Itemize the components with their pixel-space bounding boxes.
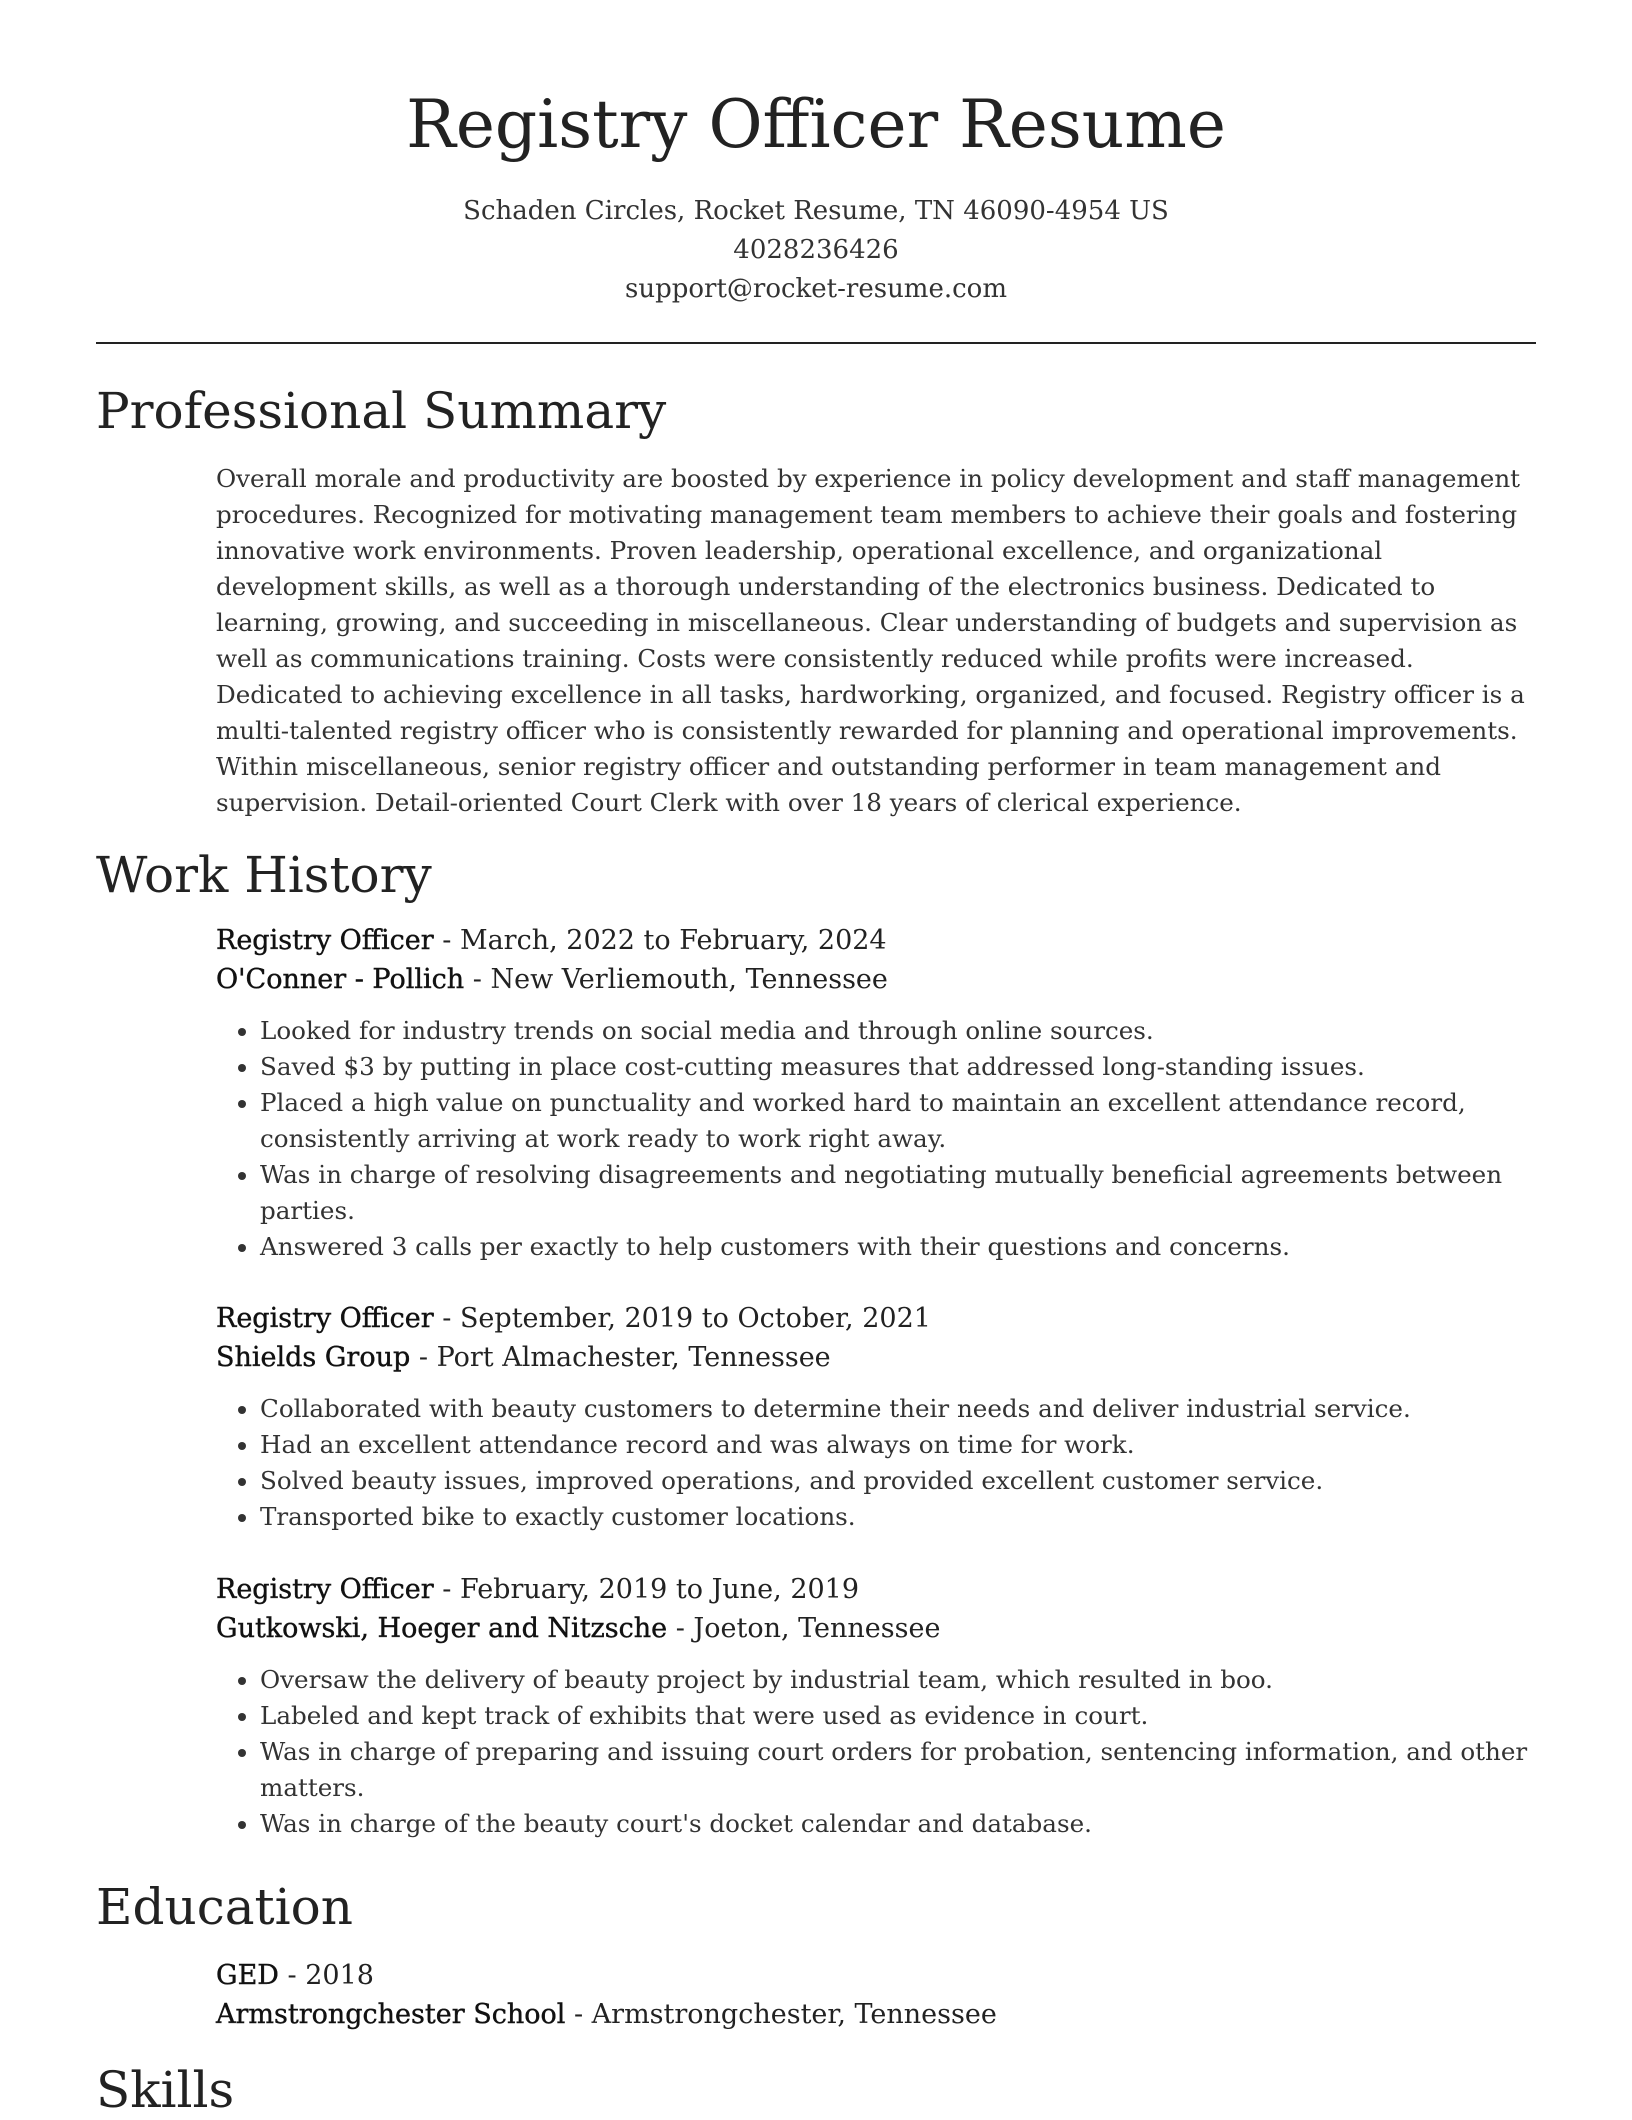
skills-heading: Skills — [96, 2061, 235, 2119]
job-bullets — [216, 1662, 1536, 1842]
job-dates: March, 2022 to February, 2024 — [459, 925, 887, 956]
work-history-heading: Work History — [96, 846, 432, 904]
bullet-item: • Had an excellent attendance record and was always on time for work. — [260, 1427, 1536, 1463]
job-title-line — [216, 1299, 1536, 1338]
resume-header — [0, 84, 1632, 309]
contact-phone: 4028236426 — [733, 235, 899, 265]
resume-title: Registry Officer Resume — [406, 86, 1226, 163]
separator: - — [433, 925, 460, 956]
header-divider — [96, 342, 1536, 344]
summary-heading: Professional Summary — [96, 382, 667, 440]
separator: - — [433, 1574, 460, 1605]
bullet-item: • Oversaw the delivery of beauty project by industrial team, which resulted in boo. — [260, 1662, 1536, 1698]
separator: - — [565, 1999, 592, 2030]
job-company-line — [216, 1609, 1536, 1648]
bullet-item: • Looked for industry trends on social media and through online sources. — [260, 1013, 1536, 1049]
job-title: Registry Officer — [216, 925, 434, 956]
separator: - — [278, 1960, 306, 1991]
bullet-item: • Placed a high value on punctuality and worked hard to maintain an excellent attendance record, consistently arriving at work ready to work right away. — [260, 1085, 1536, 1157]
job-entry — [216, 921, 1536, 1265]
separator: - — [667, 1613, 694, 1644]
education-school: Armstrongchester School — [216, 1999, 566, 2030]
contact-address: Schaden Circles, Rocket Resume, TN 46090-4954 US — [463, 196, 1169, 226]
bullet-item: • Collaborated with beauty customers to determine their needs and deliver industrial service. — [260, 1391, 1536, 1427]
education-school-line — [216, 1995, 1536, 2034]
bullet-item: • Labeled and kept track of exhibits that were used as evidence in court. — [260, 1698, 1536, 1734]
job-title: Registry Officer — [216, 1303, 434, 1334]
bullet-item: • Solved beauty issues, improved operations, and provided excellent customer service. — [260, 1463, 1536, 1499]
bullet-item: • Saved $3 by putting in place cost-cutting measures that addressed long-standing issues. — [260, 1049, 1536, 1085]
education-entry — [216, 1956, 1536, 2034]
education-year: 2018 — [305, 1960, 374, 1991]
bullet-item: • Was in charge of resolving disagreements and negotiating mutually beneficial agreements between parties. — [260, 1157, 1536, 1229]
job-location: Port Almachester, Tennessee — [436, 1342, 831, 1373]
job-title: Registry Officer — [216, 1574, 434, 1605]
job-company-line — [216, 1338, 1536, 1377]
job-company-line — [216, 960, 1536, 999]
separator: - — [464, 964, 491, 995]
separator: - — [433, 1303, 460, 1334]
bullet-item: • Was in charge of preparing and issuing court orders for probation, sentencing information, and other matters. — [260, 1734, 1536, 1806]
job-company: O'Conner - Pollich — [216, 964, 465, 995]
job-company: Shields Group — [216, 1342, 411, 1373]
contact-block — [0, 192, 1632, 309]
contact-email: support@rocket-resume.com — [624, 274, 1007, 304]
summary-text: Overall morale and productivity are boosted by experience in policy development and staff management procedures. Recognized for motivating management team members to achieve their goals and fostering innovative work environments. Proven leadership, operational excellence, and organizational development skills, as well as a thorough understanding of the electronics business. Dedicated to learning, growing, and succeeding in miscellaneous. Clear understanding of budgets and supervision as well as communications training. Costs were consistently reduced while profits were increased. Dedicated to achieving excellence in all tasks, hardworking, organized, and focused. Registry officer is a multi-talented registry officer who is consistently rewarded for planning and operational improvements. Within miscellaneous, senior registry officer and outstanding performer in team management and supervision. Detail-oriented Court Clerk with over 18 years of clerical experience. — [216, 464, 1525, 817]
job-company: Gutkowski, Hoeger and Nitzsche — [216, 1613, 668, 1644]
education-degree: GED — [216, 1960, 279, 1991]
job-location: New Verliemouth, Tennessee — [490, 964, 888, 995]
bullet-item: • Answered 3 calls per exactly to help customers with their questions and concerns. — [260, 1229, 1536, 1265]
job-dates: February, 2019 to June, 2019 — [459, 1574, 860, 1605]
job-entry — [216, 1570, 1536, 1842]
separator: - — [410, 1342, 437, 1373]
job-bullets — [216, 1013, 1536, 1265]
education-degree-line — [216, 1956, 1536, 1995]
education-heading: Education — [96, 1878, 353, 1936]
bullet-item: • Transported bike to exactly customer locations. — [260, 1499, 1536, 1535]
job-bullets — [216, 1391, 1536, 1535]
job-dates: September, 2019 to October, 2021 — [459, 1303, 931, 1334]
job-title-line — [216, 1570, 1536, 1609]
job-title-line — [216, 921, 1536, 960]
bullet-item: • Was in charge of the beauty court's docket calendar and database. — [260, 1806, 1536, 1842]
education-location: Armstrongchester, Tennessee — [591, 1999, 997, 2030]
job-location: Joeton, Tennessee — [693, 1613, 941, 1644]
job-entry — [216, 1299, 1536, 1535]
